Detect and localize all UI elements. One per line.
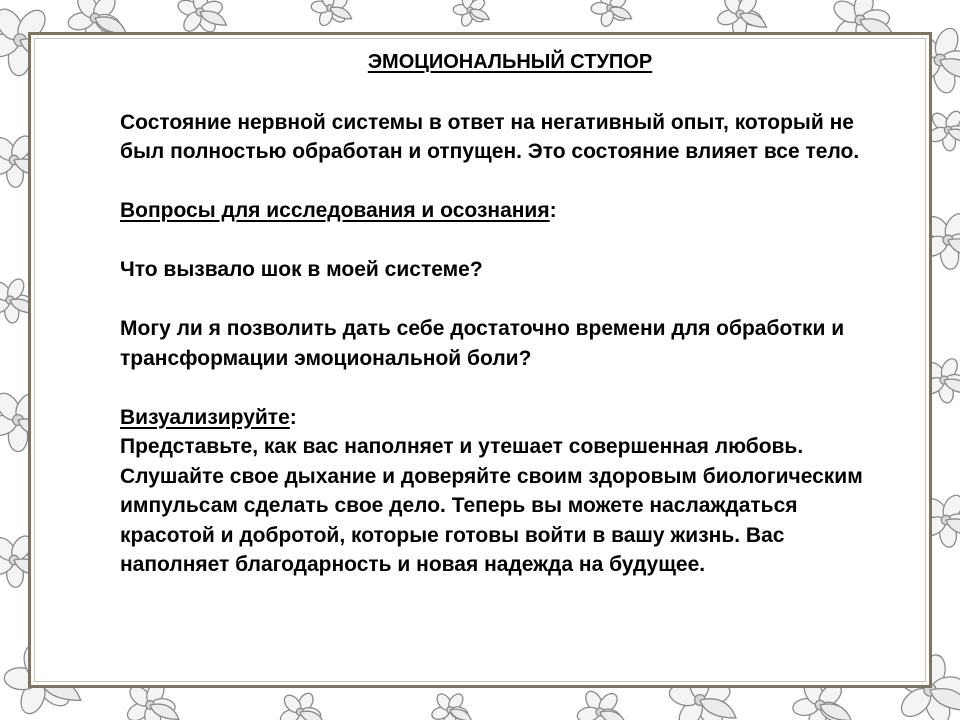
flower-shape	[278, 691, 324, 720]
definition-paragraph: Состояние нервной системы в ответ на негативный опыт, который не был полностью обработан и отпущен. Это состояние влияет все тело.	[120, 110, 860, 163]
flower-shape	[453, 0, 489, 28]
flower-shape	[311, 0, 352, 28]
flower-shape	[576, 688, 626, 720]
question-1: Что вызвало шок в моей системе?	[120, 258, 483, 281]
visualize-heading-line	[120, 403, 880, 433]
slide-title: ЭМОЦИОНАЛЬНЫЙ СТУПОР	[367, 51, 653, 73]
question-2: Могу ли я позволить дать себе достаточно времени для обработки и трансформации эмоциональной боли?	[120, 317, 845, 370]
questions-heading-colon: :	[549, 199, 557, 222]
flower-shape	[176, 0, 227, 35]
flower-shape	[430, 691, 471, 720]
visualize-heading-colon: :	[289, 405, 297, 429]
visualize-heading: Визуализируйте	[120, 405, 290, 429]
slide-content	[120, 48, 880, 580]
visualize-paragraph: Представьте, как вас наполняет и утешает совершенная любовь. Слушайте свое дыхание и доверяйте своим здоровым биологическим импульсам сделать свое дело. Теперь вы можете наслаждаться красотой и добротой, которые готовы войти в вашу жизнь. Вас наполняет благодарность и новая надежда на будущее.	[120, 435, 863, 576]
questions-heading: Вопросы для исследования и осознания	[120, 199, 550, 222]
flower-shape	[591, 0, 632, 28]
questions-heading-line	[120, 196, 880, 226]
